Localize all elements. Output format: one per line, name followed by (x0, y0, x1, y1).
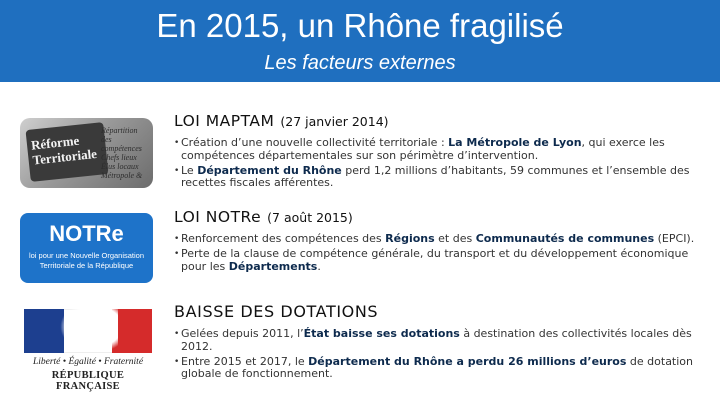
notre-bullets (174, 233, 704, 275)
tricolor-flag-icon (24, 309, 152, 353)
section-title-notre (174, 207, 353, 226)
slide-title: En 2015, un Rhône fragilisé (156, 7, 564, 44)
law-name: LOI MAPTAM (174, 112, 275, 130)
law-date: (7 août 2015) (267, 210, 353, 225)
list-item: • Le Département du Rhône perd 1,2 millions d’habitants, 59 communes et l’ensemble des recettes fiscales afférentes. (174, 165, 704, 191)
list-item: • Création d’une nouvelle collectivité territoriale : La Métropole de Lyon, qui exerce les compétences départementales sur son périmètre d’intervention. (174, 137, 704, 163)
section-title-dotations (174, 302, 378, 321)
title-banner (0, 0, 720, 82)
blackboard-text: Réforme Territoriale (25, 122, 108, 182)
law-date: (27 janvier 2014) (280, 114, 389, 129)
list-item: • Perte de la clause de compétence générale, du transport et du développement économique pour les Départements. (174, 248, 704, 274)
republic-name: RÉPUBLIQUE FRANÇAISE (51, 370, 125, 392)
republique-francaise-logo (24, 307, 152, 392)
blackboard-scribbles: Répartition des compétences Chefs lieux Élus locaux Métropole & (101, 126, 143, 180)
maptam-bullets (174, 137, 704, 192)
republic-motto: Liberté • Égalité • Fraternité (32, 357, 144, 367)
list-item: • Entre 2015 et 2017, le Département du Rhône a perdu 26 millions d’euros de dotation globale de fonctionnement. (174, 356, 704, 382)
law-name: LOI NOTRe (174, 208, 262, 226)
reforme-territoriale-image (20, 118, 153, 188)
notre-logo-caption: loi pour une Nouvelle Organisation Territoriale de la République (28, 251, 145, 270)
notre-logo-title: NOTRe (49, 221, 124, 246)
list-item: • Gelées depuis 2011, l’État baisse ses dotations à destination des collectivités locales dès 2012. (174, 328, 704, 354)
notre-logo (20, 213, 153, 283)
slide-subtitle: Les facteurs externes (264, 52, 456, 74)
section-name: BAISSE DES DOTATIONS (174, 302, 379, 321)
section-title-maptam (174, 111, 389, 130)
dotations-bullets (174, 328, 704, 383)
list-item: • Renforcement des compétences des Régions et des Communautés de communes (EPCI). (174, 233, 704, 246)
